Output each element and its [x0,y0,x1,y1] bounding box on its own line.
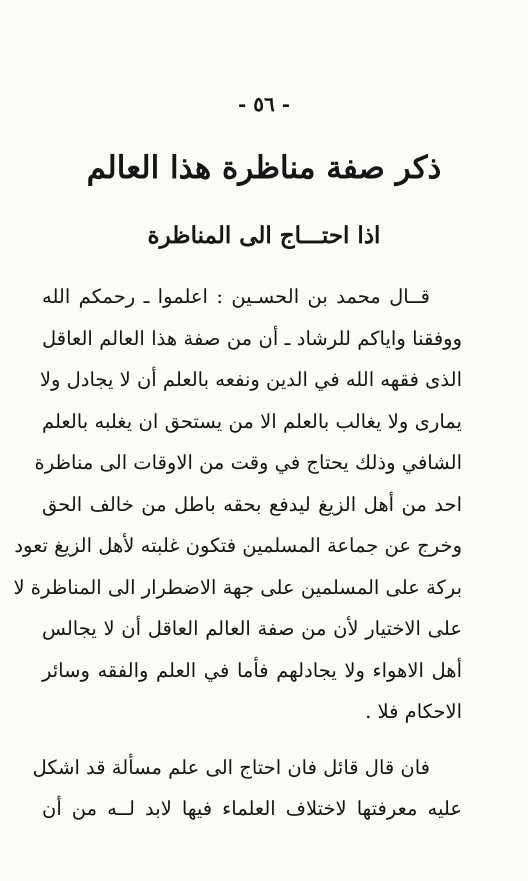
text-line: احد من أهل الزيغ ليدفع بحقه باطل من خالف الحق [42,492,462,516]
text-line: يمارى ولا يغالب بالعلم الا من يستحق ان يغلبه بالعلم [42,409,462,433]
paragraph [13,276,494,733]
text-line: بركة على المسلمين على جهة الاضطرار الى المناظرة لا [13,575,462,599]
text-line: الشافي وذلك يحتاج في وقت من الاوقات الى مناظرة [34,451,462,474]
chapter-subtitle: اذا احتـــاج الى المناظرة [147,222,381,249]
text-line: عليه معرفتها لاختلاف العلماء فيها لابد لــه من أن [42,797,462,820]
text-line: أهل الاهواء ولا يجادلهم فأما في العلم والفقه وسائر [42,658,462,682]
text-line: وخرج عن جماعة المسلمين فتكون غلبته لأهل الزيغ تعود [14,534,462,557]
page-number: - ٥٦ - [237,92,290,116]
chapter-title: ذكر صفة مناظرة هذا العالم [86,150,442,186]
text-line: ووفقنا واياكم للرشاد ـ أن من صفة هذا العالم العاقل [42,326,462,350]
text-line: الاحكام فلا . [365,700,462,723]
text-line: قــال محمد بن الحسـين : اعلموا ـ رحمكم الله [42,285,430,308]
body-text [13,276,494,830]
paragraph [32,747,494,830]
text-line: فان قال قائل فان احتاج الى علم مسألة قد اشكل [32,755,430,779]
text-line: الذى فقهه الله في الدين ونفعه بالعلم أن لا يجادل ولا [39,368,462,391]
text-line: على الاختيار لأن من صفة العالم العاقل أن لا يجالس [42,617,462,640]
